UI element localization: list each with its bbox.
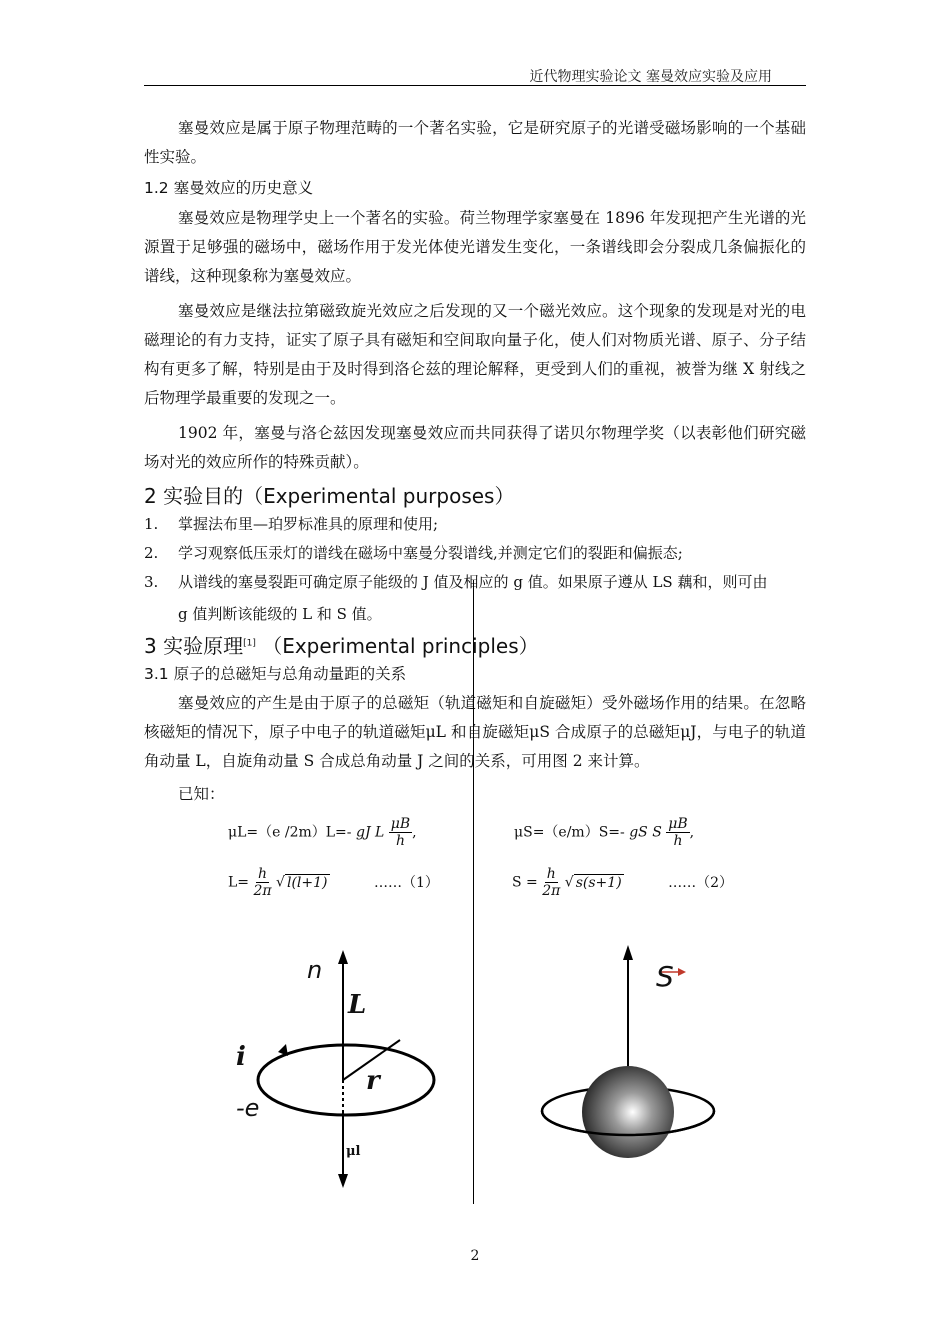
electron-sphere bbox=[582, 1066, 674, 1158]
label-mu-l: μl bbox=[346, 1144, 361, 1159]
mu-axis-arrowhead bbox=[338, 1174, 348, 1188]
running-header: 近代物理实验论文 塞曼效应实验及应用 bbox=[529, 69, 772, 85]
spin-axis-arrowhead bbox=[623, 945, 633, 960]
equation-tag: ……（2） bbox=[668, 874, 734, 891]
paragraph-nobel: 1902 年，塞曼与洛仑兹因发现塞曼效应而共同获得了诺贝尔物理学奖（以表彰他们研究磁场对光的效应所作的特殊贡献）。 bbox=[144, 424, 806, 471]
fraction-denominator: h bbox=[395, 833, 405, 849]
formula-lhs: μS=（e/m）S=- bbox=[514, 824, 625, 841]
paragraph-history: 塞曼效应是物理学史上一个著名的实验。荷兰物理学家塞曼在 1896 年发现把产生光谱的光源置于足够强的磁场中，磁场作用于发光体使光谱发生变化，一条谱线即会分裂成几条偏振化的谱线，这种现象称为塞曼效应。 bbox=[144, 209, 806, 285]
list-number: 3. bbox=[144, 573, 159, 591]
formula-mu-l: μL=（e /2m）L=- gJ L $\frac{\mu B}{h}$ , bbox=[228, 816, 417, 849]
heading-section-2: 2 实验目的（Experimental purposes） bbox=[144, 484, 515, 508]
heading-section-3-main: 3 实验原理 bbox=[144, 634, 244, 658]
heading-section-3-en: （Experimental principles） bbox=[262, 634, 539, 658]
formula-lhs: S = bbox=[512, 874, 538, 891]
formula-g: gS bbox=[629, 824, 648, 841]
formula-lhs: μL=（e /2m）L=- bbox=[228, 824, 352, 841]
formula-lhs: L= bbox=[228, 874, 250, 891]
label-i: i bbox=[236, 1042, 246, 1072]
paragraph-known: 已知： bbox=[178, 785, 225, 803]
formula-mu-s: μS=（e/m）S=- gS S $\frac{\mu B}{h}$ , bbox=[514, 816, 695, 849]
sqrt-sign: √ bbox=[564, 874, 574, 891]
fraction-numerator: μB bbox=[390, 816, 411, 832]
fraction-denominator: 2π bbox=[542, 883, 561, 899]
label-L: L bbox=[348, 990, 367, 1020]
label-r: r bbox=[366, 1066, 380, 1096]
spin-diagram bbox=[542, 945, 714, 1158]
list-text: 学习观察低压汞灯的谱线在磁场中塞曼分裂谱线,并测定它们的裂距和偏振态; bbox=[178, 544, 683, 562]
n-axis-arrowhead bbox=[338, 950, 348, 964]
list-number: 2. bbox=[144, 544, 159, 562]
fraction-denominator: h bbox=[673, 833, 683, 849]
formula-var: S bbox=[652, 824, 662, 841]
label-minus-e: -e bbox=[236, 1094, 260, 1122]
sqrt-radicand: s(s+1) bbox=[575, 874, 622, 891]
list-text: 掌握法布里—珀罗标准具的原理和使用; bbox=[178, 515, 439, 533]
sqrt-radicand: l(l+1) bbox=[286, 874, 328, 891]
list-item-continuation: g 值判断该能级的 L 和 S 值。 bbox=[178, 605, 382, 623]
equation-tag: ……（1） bbox=[373, 874, 439, 891]
label-S: S bbox=[656, 960, 674, 993]
list-text: 从谱线的塞曼裂距可确定原子能级的 J 值及相应的 g 值。如果原子遵从 LS 藕和，则可由 bbox=[178, 573, 768, 591]
s-vector-arrowhead bbox=[678, 968, 686, 976]
fraction-numerator: μB bbox=[668, 816, 688, 832]
paragraph-intro: 塞曼效应是属于原子物理范畴的一个著名实验，它是研究原子的光谱受磁场影响的一个基础性实验。 bbox=[144, 119, 806, 166]
orbit-ellipse bbox=[258, 1045, 434, 1115]
sqrt-sign: √ bbox=[276, 874, 285, 891]
list-number: 1. bbox=[144, 515, 159, 533]
citation-ref: [1] bbox=[243, 638, 256, 649]
formula-var: L bbox=[375, 824, 385, 841]
page-number: 2 bbox=[470, 1248, 480, 1264]
paragraph-magneto-optic: 塞曼效应是继法拉第磁致旋光效应之后发现的又一个磁光效应。这个现象的发现是对光的电磁理论的有力支持，证实了原子具有磁矩和空间取向量子化，使人们对物质光谱、原子、分子结构有更多了解，特别是由于及时得到洛仑兹的理论解释，更受到人们的重视，被誉为继 X 射线之后物理学最重要的发现之一。 bbox=[144, 302, 806, 407]
fraction-denominator: 2π bbox=[253, 883, 272, 899]
heading-3-1: 3.1 原子的总磁矩与总角动量距的关系 bbox=[144, 665, 407, 683]
fraction-numerator: h bbox=[258, 866, 268, 882]
formula-g: gJ bbox=[355, 824, 371, 841]
label-n: n bbox=[307, 956, 323, 984]
fraction-numerator: h bbox=[546, 866, 556, 882]
paragraph-principle: 塞曼效应的产生是由于原子的总磁矩（轨道磁矩和自旋磁矩）受外磁场作用的结果。在忽略核磁矩的情况下，原子中电子的轨道磁矩μL 和自旋磁矩μS 合成原子的总磁矩μJ，与电子的轨道角动量 L，自旋角动量 S 合成总角动量 J 之间的关系，可用图 2 来计算。 bbox=[144, 694, 806, 770]
heading-1-2: 1.2 塞曼效应的历史意义 bbox=[144, 179, 314, 197]
